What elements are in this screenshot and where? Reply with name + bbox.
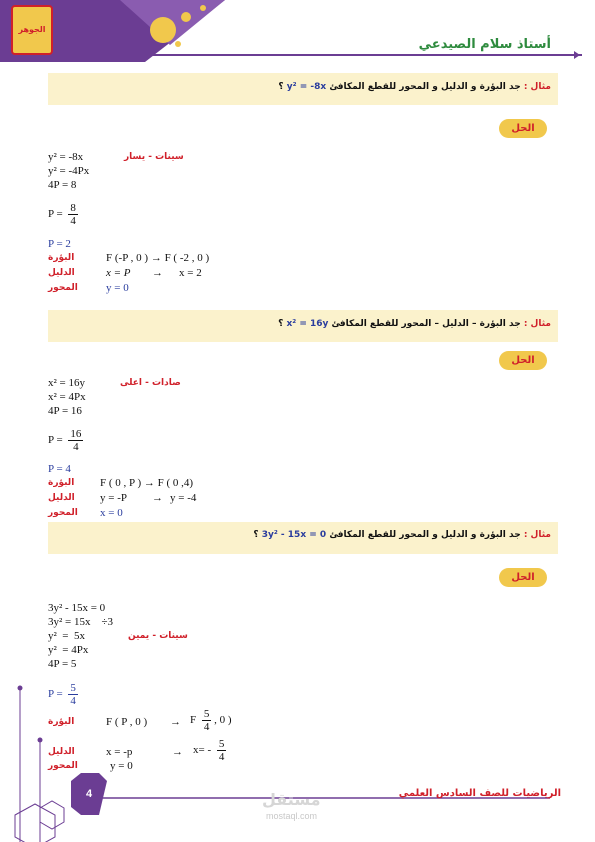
arrow: → <box>170 716 181 728</box>
fraction <box>68 202 78 227</box>
ex1-line-3: 4P = 8 <box>48 179 77 191</box>
question-equation: x² = 16y <box>286 319 329 329</box>
book-title: الرياضيات للصف السادس العلمي <box>398 788 561 799</box>
example-label: مثال : <box>523 530 551 540</box>
ex1-directrix-b: x = 2 <box>179 267 202 279</box>
solution-badge: الحل <box>499 119 547 138</box>
question-mark: ؟ <box>278 82 284 92</box>
watermark-arabic: مستقل <box>262 790 321 809</box>
focus-label: البؤرة <box>48 478 75 488</box>
question-equation: y² = -8x <box>286 82 327 92</box>
ex1-focus-work: F (-P , 0 ) → F ( -2 , 0 ) <box>106 252 210 264</box>
p-label: P = <box>48 688 63 700</box>
ex2-directrix-b: y = -4 <box>170 492 197 504</box>
teacher-name: أستاذ سلام الصيدعي <box>418 37 551 52</box>
watermark-url: mostaql.com <box>266 811 318 821</box>
numerator: 5 <box>203 708 210 720</box>
denominator: 4 <box>73 441 79 453</box>
arrow: → <box>172 746 183 758</box>
axis-label: المحور <box>48 283 78 293</box>
denominator: 4 <box>70 695 76 707</box>
numerator: 5 <box>70 682 76 694</box>
denominator: 4 <box>218 751 225 763</box>
axis-label: المحور <box>48 508 78 518</box>
example-label: مثال : <box>523 82 551 92</box>
ex1-directrix-a: x = P <box>106 267 131 279</box>
axis-label: المحور <box>48 761 78 771</box>
question-text: جد البؤرة و الدليل و المحور للقطع المكافئ <box>329 530 521 540</box>
p-label: P = <box>48 208 63 220</box>
focus-label: البؤرة <box>48 253 75 263</box>
solution-badge: الحل <box>499 568 547 587</box>
ex2-p-value: P = 4 <box>48 463 71 475</box>
ex2-line-3: 4P = 16 <box>48 405 82 417</box>
dir-x: x= - <box>193 744 212 756</box>
ex3-focus-a: F ( P , 0 ) <box>106 716 148 728</box>
ex2-directrix-a: y = -P <box>100 492 127 504</box>
ex1-line-2: y² = -4Px <box>48 165 90 177</box>
ex2-axis-value: x = 0 <box>100 507 123 519</box>
ex1-p-value: P = 2 <box>48 238 71 250</box>
directrix-label: الدليل <box>48 268 75 278</box>
arrow: → <box>152 492 163 504</box>
page-number: 4 <box>85 788 93 800</box>
ex3-line-1: 3y² - 15x = 0 <box>48 602 106 614</box>
ex2-p-fraction <box>48 428 83 453</box>
question-mark: ؟ <box>278 319 284 329</box>
ex2-focus-work: F ( 0 , P ) → F ( 0 ,4) <box>100 477 194 489</box>
numerator: 5 <box>218 738 225 750</box>
directrix-label: الدليل <box>48 747 75 757</box>
example-3-question <box>253 530 551 540</box>
ex3-line-5: 4P = 5 <box>48 658 77 670</box>
question-text: جد البؤرة – الدليل – المحور للقطع المكافئ <box>331 319 521 329</box>
ex2-line-1: x² = 16y <box>48 377 86 389</box>
question-text: جد البؤرة و الدليل و المحور للقطع المكافئ <box>329 82 521 92</box>
fraction <box>68 428 83 453</box>
numerator: 16 <box>70 428 82 440</box>
arrow: → <box>152 267 163 279</box>
numerator: 8 <box>70 202 76 214</box>
logo-text: الجوهر <box>18 25 46 34</box>
ex1-direction: سينات - يسار <box>124 152 184 162</box>
ex3-line-4: y² = 4Px <box>48 644 89 656</box>
ex3-axis-value: y = 0 <box>110 760 133 772</box>
ex2-direction: صادات - اعلى <box>120 378 181 388</box>
question-equation: 3y² - 15x = 0 <box>261 530 327 540</box>
ex3-line-3: y² = 5x <box>48 630 86 642</box>
example-2-question <box>278 319 551 329</box>
logo <box>11 5 53 55</box>
ex1-p-fraction <box>48 202 78 227</box>
focus-tail: , 0 ) <box>214 714 232 726</box>
focus-label: البؤرة <box>48 717 75 727</box>
example-1-question <box>278 82 551 92</box>
denominator: 4 <box>203 721 210 733</box>
p-label: P = <box>48 434 63 446</box>
example-label: مثال : <box>523 319 551 329</box>
ex2-line-2: x² = 4Px <box>48 391 86 403</box>
ex3-line-2: 3y² = 15x ÷3 <box>48 616 114 628</box>
directrix-label: الدليل <box>48 493 75 503</box>
ex3-directrix-a: x = -p <box>106 746 133 758</box>
denominator: 4 <box>70 215 76 227</box>
ex3-direction: سينات - يمين <box>128 631 188 641</box>
solution-badge: الحل <box>499 351 547 370</box>
header-decoration <box>0 0 595 65</box>
ex1-line-1: y² = -8x <box>48 151 84 163</box>
focus-f: F <box>190 714 197 726</box>
question-mark: ؟ <box>253 530 259 540</box>
ex1-axis-value: y = 0 <box>106 282 129 294</box>
